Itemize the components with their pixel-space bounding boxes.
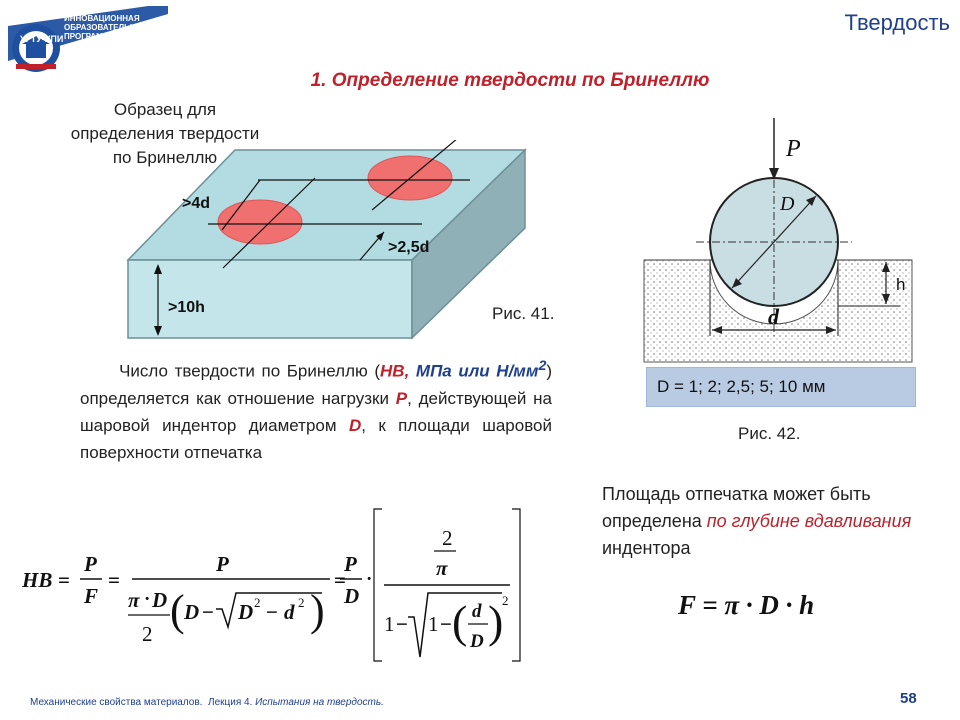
hb-formula [22,505,532,670]
university-logo [8,6,168,76]
paren-open-2: ( [452,596,468,647]
logo-program-text: ИННОВАЦИОННАЯ ОБРАЗОВАТЕЛЬНАЯ ПРОГРАММА [64,14,148,41]
two-1: 2 [142,622,153,646]
eq-1: = [58,568,70,592]
slide-title: Твердость [844,10,950,35]
minus-2: − [266,600,278,624]
dot-1: · [144,589,151,610]
pi-2: π [436,556,448,580]
sup-d: 2 [298,595,305,610]
figure-41-caption: Рис. 41. [492,304,555,323]
eq-3: = [334,568,346,592]
D-1: D [152,588,168,612]
ball-indentation-diagram [640,100,920,370]
dot-2: · [366,569,373,590]
specimen-caption: Образец для определения твердости по Бринеллю [70,100,260,167]
area-formula: F = π · D · h [678,590,815,620]
label-d: d [768,304,779,329]
one-1: 1 [384,612,395,636]
minus-3: − [396,612,408,636]
frac3-den: D [344,584,360,608]
minus-1: − [202,600,214,624]
frac3-num: P [344,552,357,576]
two-2: 2 [442,526,453,550]
brinell-definition-paragraph: Число твердости по Бринеллю (НВ, МПа или $Н/мм^2$) определяется как отношение нагрузки P, действующей на шаровой индентор диаметром D, к площади шаровой поверхности отпечатка [80,358,552,462]
sup-frac: 2 [502,593,509,608]
D-3: D [238,600,254,624]
label-h: h [896,275,906,294]
d-1: d [284,600,295,624]
D-2: D [184,600,200,624]
frac1-num: P [84,552,97,576]
label-2-5d: >2,5d [388,239,430,256]
ball-diameter-values: D = 1; 2; 2,5; 5; 10 мм [646,367,916,407]
eq-2: = [108,568,120,592]
frac4-den: D [470,631,484,652]
label-4d: >4d [182,195,211,212]
paren-close-2: ) [488,596,504,647]
paren-open: ( [170,586,185,635]
frac2-num: P [216,552,229,576]
section-title: 1. Определение твердости по Бринеллю [310,70,710,91]
logo-short-name: УГТУ-УПИ [20,34,64,44]
specimen-block-diagram [120,140,540,345]
area-description: Площадь отпечатка может быть определена по глубине вдавливания индентора [602,484,912,558]
label-P: P [786,136,801,162]
frac4-num: d [472,601,482,622]
frac1-den: F [84,584,99,608]
sup-D: 2 [254,595,261,610]
minus-4: − [440,612,452,636]
figure-42-caption: Рис. 42. [738,424,801,443]
paren-close: ) [310,586,325,635]
pi-1: π [128,588,140,612]
label-10h: >10h [168,299,205,316]
footer: Механические свойства материалов. Лекция 4. Испытания на твердость. [30,697,384,708]
hb-symbol: HB [22,568,53,592]
page-number: 58 [900,690,917,707]
one-2: 1 [428,612,439,636]
label-D: D [780,193,795,215]
